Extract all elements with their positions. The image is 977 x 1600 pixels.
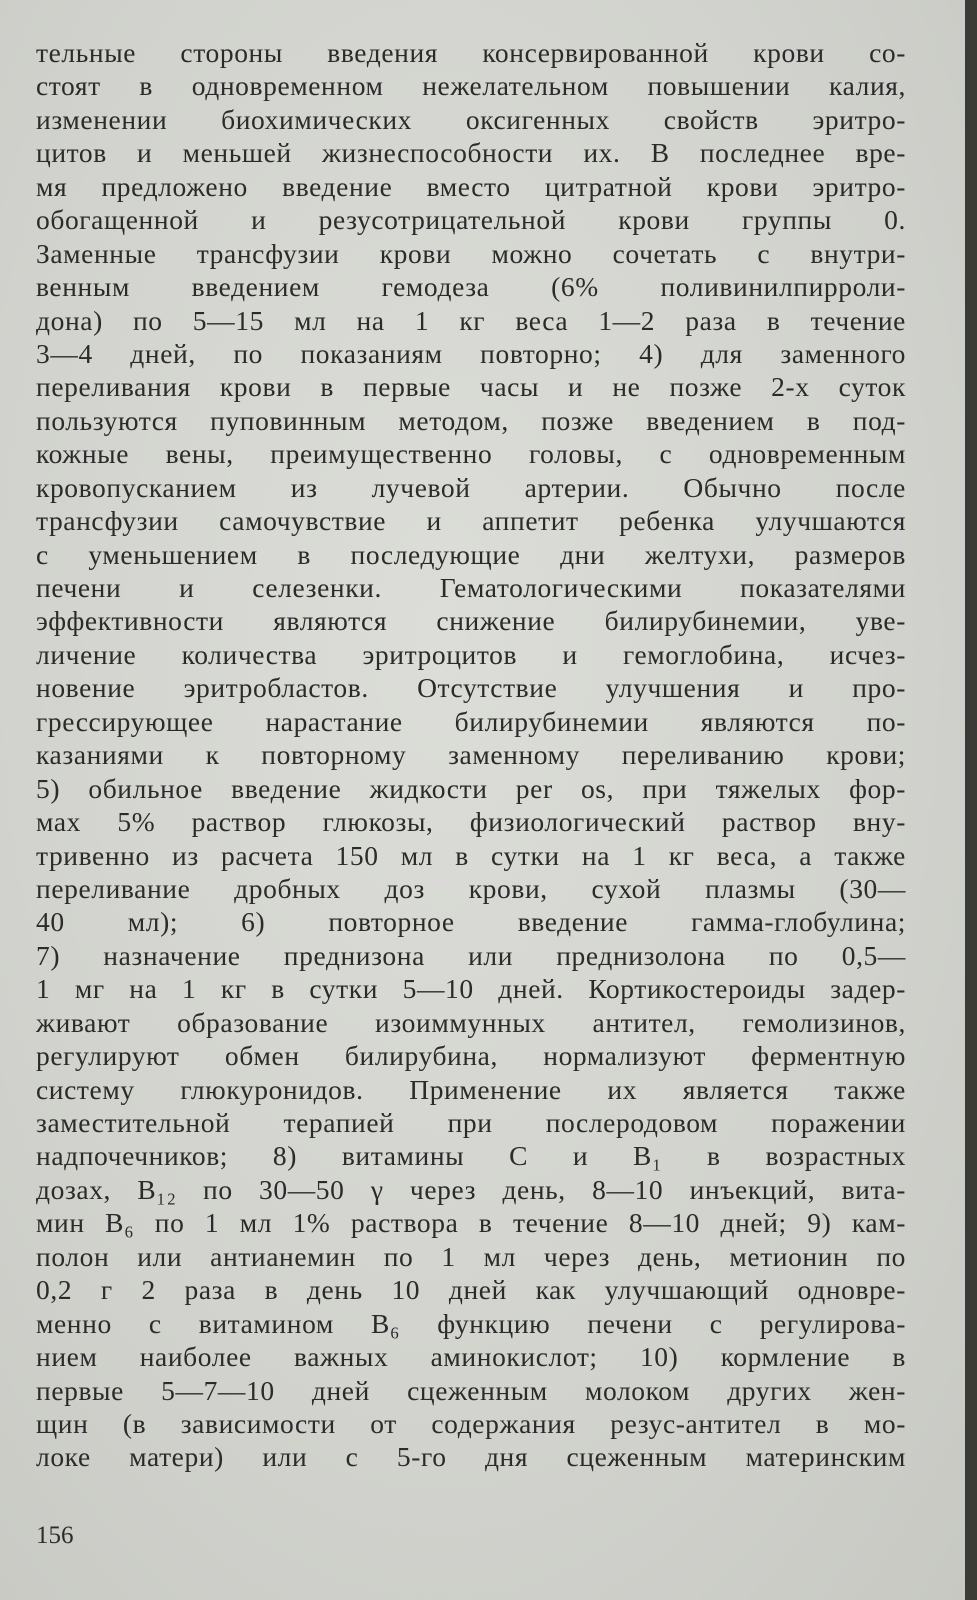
text-line: кровопусканием из лучевой артерии. Обычно после xyxy=(36,471,906,503)
text-line: трансфузии самочувствие и аппетит ребенка улучшаются xyxy=(36,505,906,537)
text-line: переливание дробных доз крови, сухой плазмы (30— xyxy=(36,872,906,904)
text-line: 5) обильное введение жидкости per os, при тяжелых фор- xyxy=(36,772,906,804)
text-line: эффективности являются снижение билирубинемии, уве- xyxy=(36,605,906,637)
text-line: 3—4 дней, по показаниям повторно; 4) для заменного xyxy=(36,337,906,369)
text-line: дона) по 5—15 мл на 1 кг веса 1—2 раза в течение xyxy=(36,304,906,336)
text-line: мя предложено введение вместо цитратной крови эритро- xyxy=(36,170,906,202)
text-line: мах 5% раствор глюкозы, физиологический раствор вну- xyxy=(36,806,906,838)
text-line: надпочечников; 8) витамины C и B₁ в возрастных xyxy=(36,1140,906,1172)
body-text xyxy=(36,36,906,1474)
page-edge-shadow xyxy=(965,0,977,1600)
text-line: переливания крови в первые часы и не позже 2-х суток xyxy=(36,371,906,403)
text-line: изменении биохимических оксигенных свойств эритро- xyxy=(36,103,906,135)
text-line: нием наиболее важных аминокислот; 10) кормление в xyxy=(36,1341,906,1373)
text-line: Заменные трансфузии крови можно сочетать с внутри- xyxy=(36,237,906,269)
text-line: заместительной терапией при послеродовом поражении xyxy=(36,1107,906,1138)
text-line: тривенно из расчета 150 мл в сутки на 1 кг веса, а также xyxy=(36,839,906,871)
text-line: менно с витамином B₆ функцию печени с регулирова- xyxy=(36,1307,906,1339)
text-line: грессирующее нарастание билирубинемии являются по- xyxy=(36,705,906,737)
text-line: полон или антианемин по 1 мл через день, метионин по xyxy=(36,1240,906,1272)
text-line: пользуются пуповинным методом, позже введением в под- xyxy=(36,404,906,436)
text-line: обогащенной и резусотрицательной крови группы 0. xyxy=(36,204,906,236)
text-line: систему глюкуронидов. Применение их является также xyxy=(36,1073,906,1105)
text-line: мин B₆ по 1 мл 1% раствора в течение 8—10 дней; 9) кам- xyxy=(36,1207,906,1239)
text-line: стоят в одновременном нежелательном повышении калия, xyxy=(36,70,906,102)
text-line: локе матери) или с 5-го дня сцеженным материнским xyxy=(36,1441,906,1473)
text-line: кожные вены, преимущественно головы, с одновременным xyxy=(36,438,906,470)
text-line: личение количества эритроцитов и гемоглобина, исчез- xyxy=(36,638,906,670)
text-line: 1 мг на 1 кг в сутки 5—10 дней. Кортикостероиды задер- xyxy=(36,973,906,1005)
text-line: венным введением гемодеза (6% поливинилпирроли- xyxy=(36,271,906,303)
page-number: 156 xyxy=(36,1522,74,1549)
text-line: 40 мл); 6) повторное введение гамма-глобулина; xyxy=(36,906,906,938)
text-line: дозах, B₁₂ по 30—50 γ через день, 8—10 инъекций, вита- xyxy=(36,1173,906,1205)
text-line: регулируют обмен билирубина, нормализуют ферментную xyxy=(36,1040,906,1072)
text-line: с уменьшением в последующие дни желтухи, размеров xyxy=(36,538,906,570)
text-line: тельные стороны введения консервированной крови со- xyxy=(36,37,906,68)
text-line: печени и селезенки. Гематологическими показателями xyxy=(36,572,906,603)
text-line: казаниями к повторному заменному переливанию крови; xyxy=(36,739,906,771)
text-line: 0,2 г 2 раза в день 10 дней как улучшающий одновре- xyxy=(36,1274,906,1306)
text-line: щин (в зависимости от содержания резус-антител в мо- xyxy=(36,1407,906,1439)
text-line: цитов и меньшей жизнеспособности их. В последнее вре- xyxy=(36,137,906,169)
text-line: новение эритробластов. Отсутствие улучшения и про- xyxy=(36,672,906,704)
text-line: живают образование изоиммунных антител, гемолизинов, xyxy=(36,1006,906,1038)
text-line: первые 5—7—10 дней сцеженным молоком других жен- xyxy=(36,1374,906,1406)
text-line: 7) назначение преднизона или преднизолона по 0,5— xyxy=(36,939,906,971)
